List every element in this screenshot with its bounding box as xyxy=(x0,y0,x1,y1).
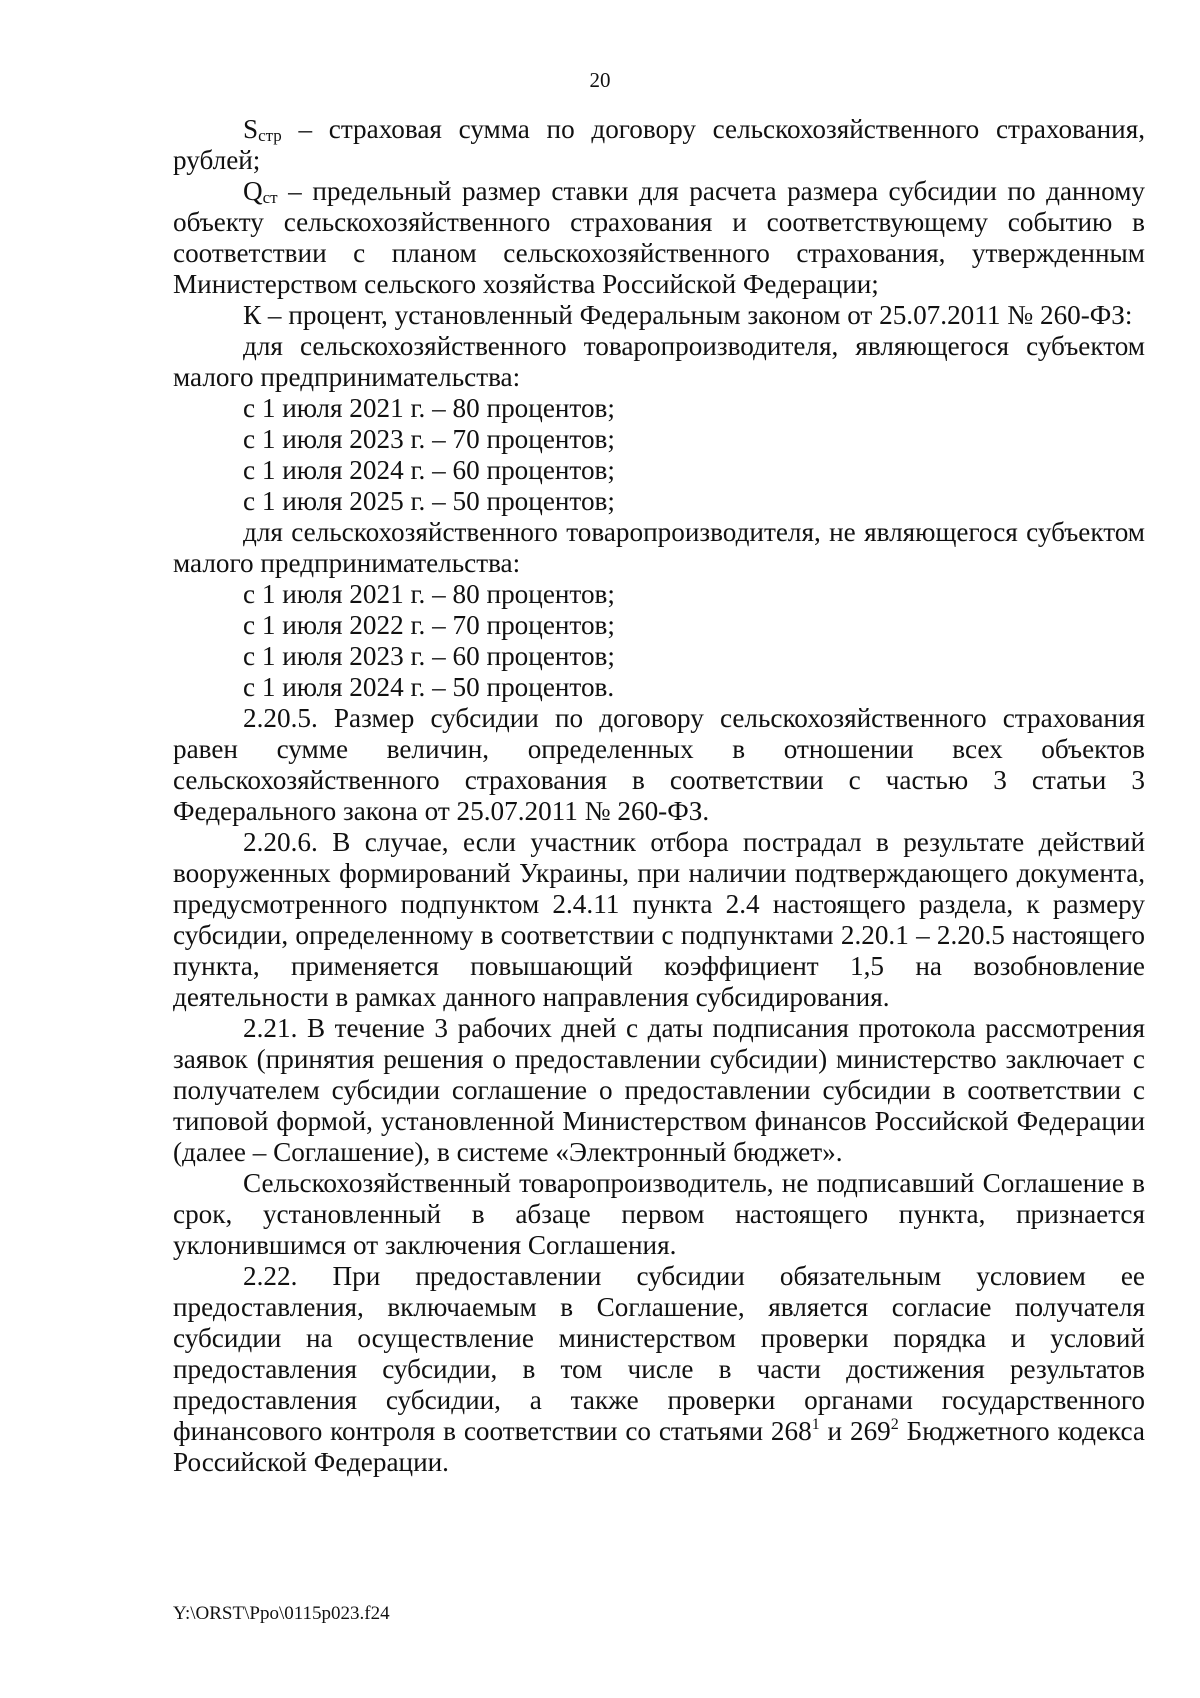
file-path-footer: Y:\ORST\Ppo\0115p023.f24 xyxy=(173,1603,390,1624)
small-business-intro: для сельскохозяйственного товаропроизводителя, являющегося субъектом малого предпринимательства: xyxy=(173,331,1145,392)
paragraph-2-21: 2.21. В течение 3 рабочих дней с даты подписания протокола рассмотрения заявок (принятия решения о предоставлении субсидии) министерство заключает с получателем субсидии соглашение о предоставлении субсидии в соответствии с типовой формой, установленной Министерством финансов Российской Федерации (далее – Соглашение), в системе «Электронный бюджет». xyxy=(173,1013,1145,1167)
list-item: с 1 июля 2024 г. – 50 процентов. xyxy=(243,672,615,702)
document-body xyxy=(173,114,1145,1478)
list-item: с 1 июля 2024 г. – 60 процентов; xyxy=(243,455,615,485)
list-item: с 1 июля 2023 г. – 60 процентов; xyxy=(243,641,615,671)
definition-s: $S_{стр}$ – страховая сумма по договору сельскохозяйственного страхования, рублей; xyxy=(173,114,1145,175)
list-item: с 1 июля 2021 г. – 80 процентов; xyxy=(243,579,615,609)
list-item: с 1 июля 2021 г. – 80 процентов; xyxy=(243,393,615,423)
paragraph-2-20-6: 2.20.6. В случае, если участник отбора пострадал в результате действий вооруженных формирований Украины, при наличии подтверждающего документа, предусмотренного подпунктом 2.4.11 пункта 2.4 настоящего раздела, к размеру субсидии, определенному в соответствии с подпунктами 2.20.1 – 2.20.5 настоящего пункта, применяется повышающий коэффициент 1,5 на возобновление деятельности в рамках данного направления субсидирования. xyxy=(173,827,1145,1012)
definition-k: К – процент, установленный Федеральным законом от 25.07.2011 № 260-ФЗ: xyxy=(243,300,1133,330)
other-business-intro: для сельскохозяйственного товаропроизводителя, не являющегося субъектом малого предпринимательства: xyxy=(173,517,1145,578)
list-item: с 1 июля 2022 г. – 70 процентов; xyxy=(243,610,615,640)
paragraph-2-22: 2.22. При предоставлении субсидии обязательным условием ее предоставления, включаемым в Соглашение, является согласие получателя субсидии на осуществление министерством проверки порядка и условий предоставления субсидии, в том числе в части достижения результатов предоставления субсидии, а также проверки органами государственного финансового контроля в соответствии со статьями $268^1$ и $269^2$ Бюджетного кодекса Российской Федерации. xyxy=(173,1261,1145,1477)
list-item: с 1 июля 2025 г. – 50 процентов; xyxy=(243,486,615,516)
definition-q: $Q_{ст}$ – предельный размер ставки для расчета размера субсидии по данному объекту сельскохозяйственного страхования и соответствующему событию в соответствии с планом сельскохозяйственного страхования, утвержденным Министерством сельского хозяйства Российской Федерации; xyxy=(173,176,1145,299)
paragraph-2-20-5: 2.20.5. Размер субсидии по договору сельскохозяйственного страхования равен сумме величин, определенных в отношении всех объектов сельскохозяйственного страхования в соответствии с частью 3 статьи 3 Федерального закона от 25.07.2011 № 260-ФЗ. xyxy=(173,703,1145,826)
paragraph-2-21-second: Сельскохозяйственный товаропроизводитель, не подписавший Соглашение в срок, установленный в абзаце первом настоящего пункта, признается уклонившимся от заключения Соглашения. xyxy=(173,1168,1145,1260)
page-number: 20 xyxy=(589,68,611,92)
list-item: с 1 июля 2023 г. – 70 процентов; xyxy=(243,424,615,454)
